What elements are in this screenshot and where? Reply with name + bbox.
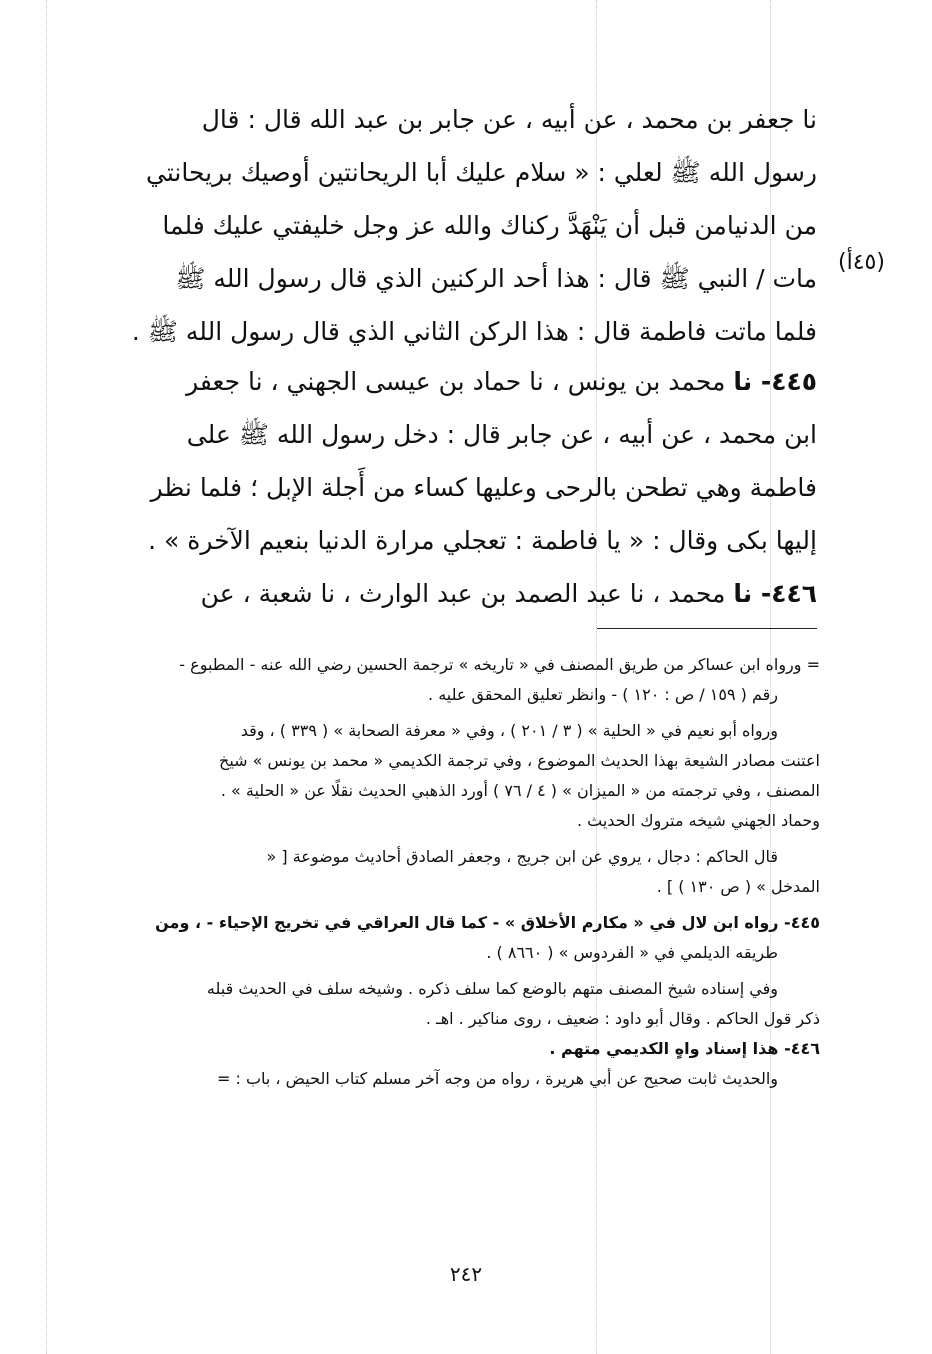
- hadith-446-line-1: [105, 567, 817, 620]
- footnote-line: وحماد الجهني شيخه متروك الحديث .: [576, 811, 820, 830]
- margin-folio-mark: (٤٥أ): [838, 250, 885, 275]
- main-line-3: من الدنيامن قبل أن يَنْهَدَّ ركناك والله عز وجل خليفتي عليك فلما: [162, 211, 817, 240]
- footnote-line: ورواه أبو نعيم في « الحلية » ( ٣ / ٢٠١ ) ، وفي « معرفة الصحابة » ( ٣٣٩ ) ، وقد: [240, 721, 778, 740]
- main-line-5: فلما ماتت فاطمة قال : هذا الركن الثاني الذي قال رسول الله ﷺ .: [131, 317, 817, 346]
- hadith-446-block: [105, 567, 817, 620]
- footnote-line: المدخل » ( ص ١٣٠ ) ] .: [656, 877, 820, 896]
- footnote-separator: [597, 628, 817, 629]
- main-text-block: [105, 93, 817, 358]
- footnote-line: ذكر قول الحاكم . وقال أبو داود : ضعيف ، روى مناكير . اهـ .: [425, 1009, 820, 1028]
- hadith-445-line-1: [105, 355, 817, 408]
- main-line-1: نا جعفر بن محمد ، عن أبيه ، عن جابر بن عبد الله قال : قال: [201, 105, 817, 134]
- hadith-445-line-2: ابن محمد ، عن أبيه ، عن جابر قال : دخل رسول الله ﷺ على: [186, 420, 817, 449]
- hadith-446-line-1-text: محمد ، نا عبد الصمد بن عبد الوارث ، نا شعبة ، عن: [200, 579, 726, 608]
- footnote-line-445: ٤٤٥- رواه ابن لال في « مكارم الأخلاق » - كما قال العراقي في تخريج الإحياء - ، ومن: [155, 913, 820, 932]
- footnote-line: وفي إسناده شيخ المصنف متهم بالوضع كما سلف ذكره . وشيخه سلف في الحديث قبله: [206, 979, 778, 998]
- hadith-446-number: ٤٤٦- نا: [733, 579, 817, 608]
- hadith-445-number: ٤٤٥- نا: [733, 367, 817, 396]
- footnote-line: والحديث ثابت صحيح عن أبي هريرة ، رواه من وجه آخر مسلم كتاب الحيض ، باب : =: [216, 1069, 778, 1088]
- footnote-line: اعتنت مصادر الشيعة بهذا الحديث الموضوع ، وفي ترجمة الكديمي « محمد بن يونس » شيخ: [218, 751, 820, 770]
- hadith-445-block: [105, 355, 817, 567]
- scan-artifact-line: [46, 0, 47, 1354]
- main-line-4: مات / النبي ﷺ قال : هذا أحد الركنين الذي قال رسول الله ﷺ: [175, 264, 817, 293]
- page-number: ٢٤٢: [449, 1262, 483, 1286]
- hadith-445-line-3: فاطمة وهي تطحن بالرحى وعليها كساء من أَجلة الإبل ؛ فلما نظر: [150, 473, 817, 502]
- footnote-line: المصنف ، وفي ترجمته من « الميزان » ( ٤ / ٧٦ ) أورد الذهبي الحديث نقلًا عن « الحلية » .: [220, 781, 820, 800]
- footnote-line: = ورواه ابن عساكر من طريق المصنف في « تاريخه » ترجمة الحسين رضي الله عنه - المطبوع -: [179, 655, 820, 674]
- footnote-line-446: ٤٤٦- هذا إسناد واهٍ الكديمي متهم .: [549, 1039, 820, 1058]
- footnote-line: طريقه الديلمي في « الفردوس » ( ٨٦٦٠ ) .: [486, 943, 778, 962]
- hadith-445-line-4: إليها بكى وقال : « يا فاطمة : تعجلي مرارة الدنيا بنعيم الآخرة » .: [148, 526, 817, 555]
- main-line-2: رسول الله ﷺ لعلي : « سلام عليك أبا الريحانتين أوصيك بريحانتي: [146, 158, 817, 187]
- footnote-line: رقم ( ١٥٩ / ص : ١٢٠ ) - وانظر تعليق المحقق عليه .: [428, 685, 778, 704]
- footnotes-block: [100, 650, 820, 1094]
- hadith-445-line-1-text: محمد بن يونس ، نا حماد بن عيسى الجهني ، نا جعفر: [186, 367, 726, 396]
- footnote-line: قال الحاكم : دجال ، يروي عن ابن جريج ، وجعفر الصادق أحاديث موضوعة [ «: [266, 847, 778, 866]
